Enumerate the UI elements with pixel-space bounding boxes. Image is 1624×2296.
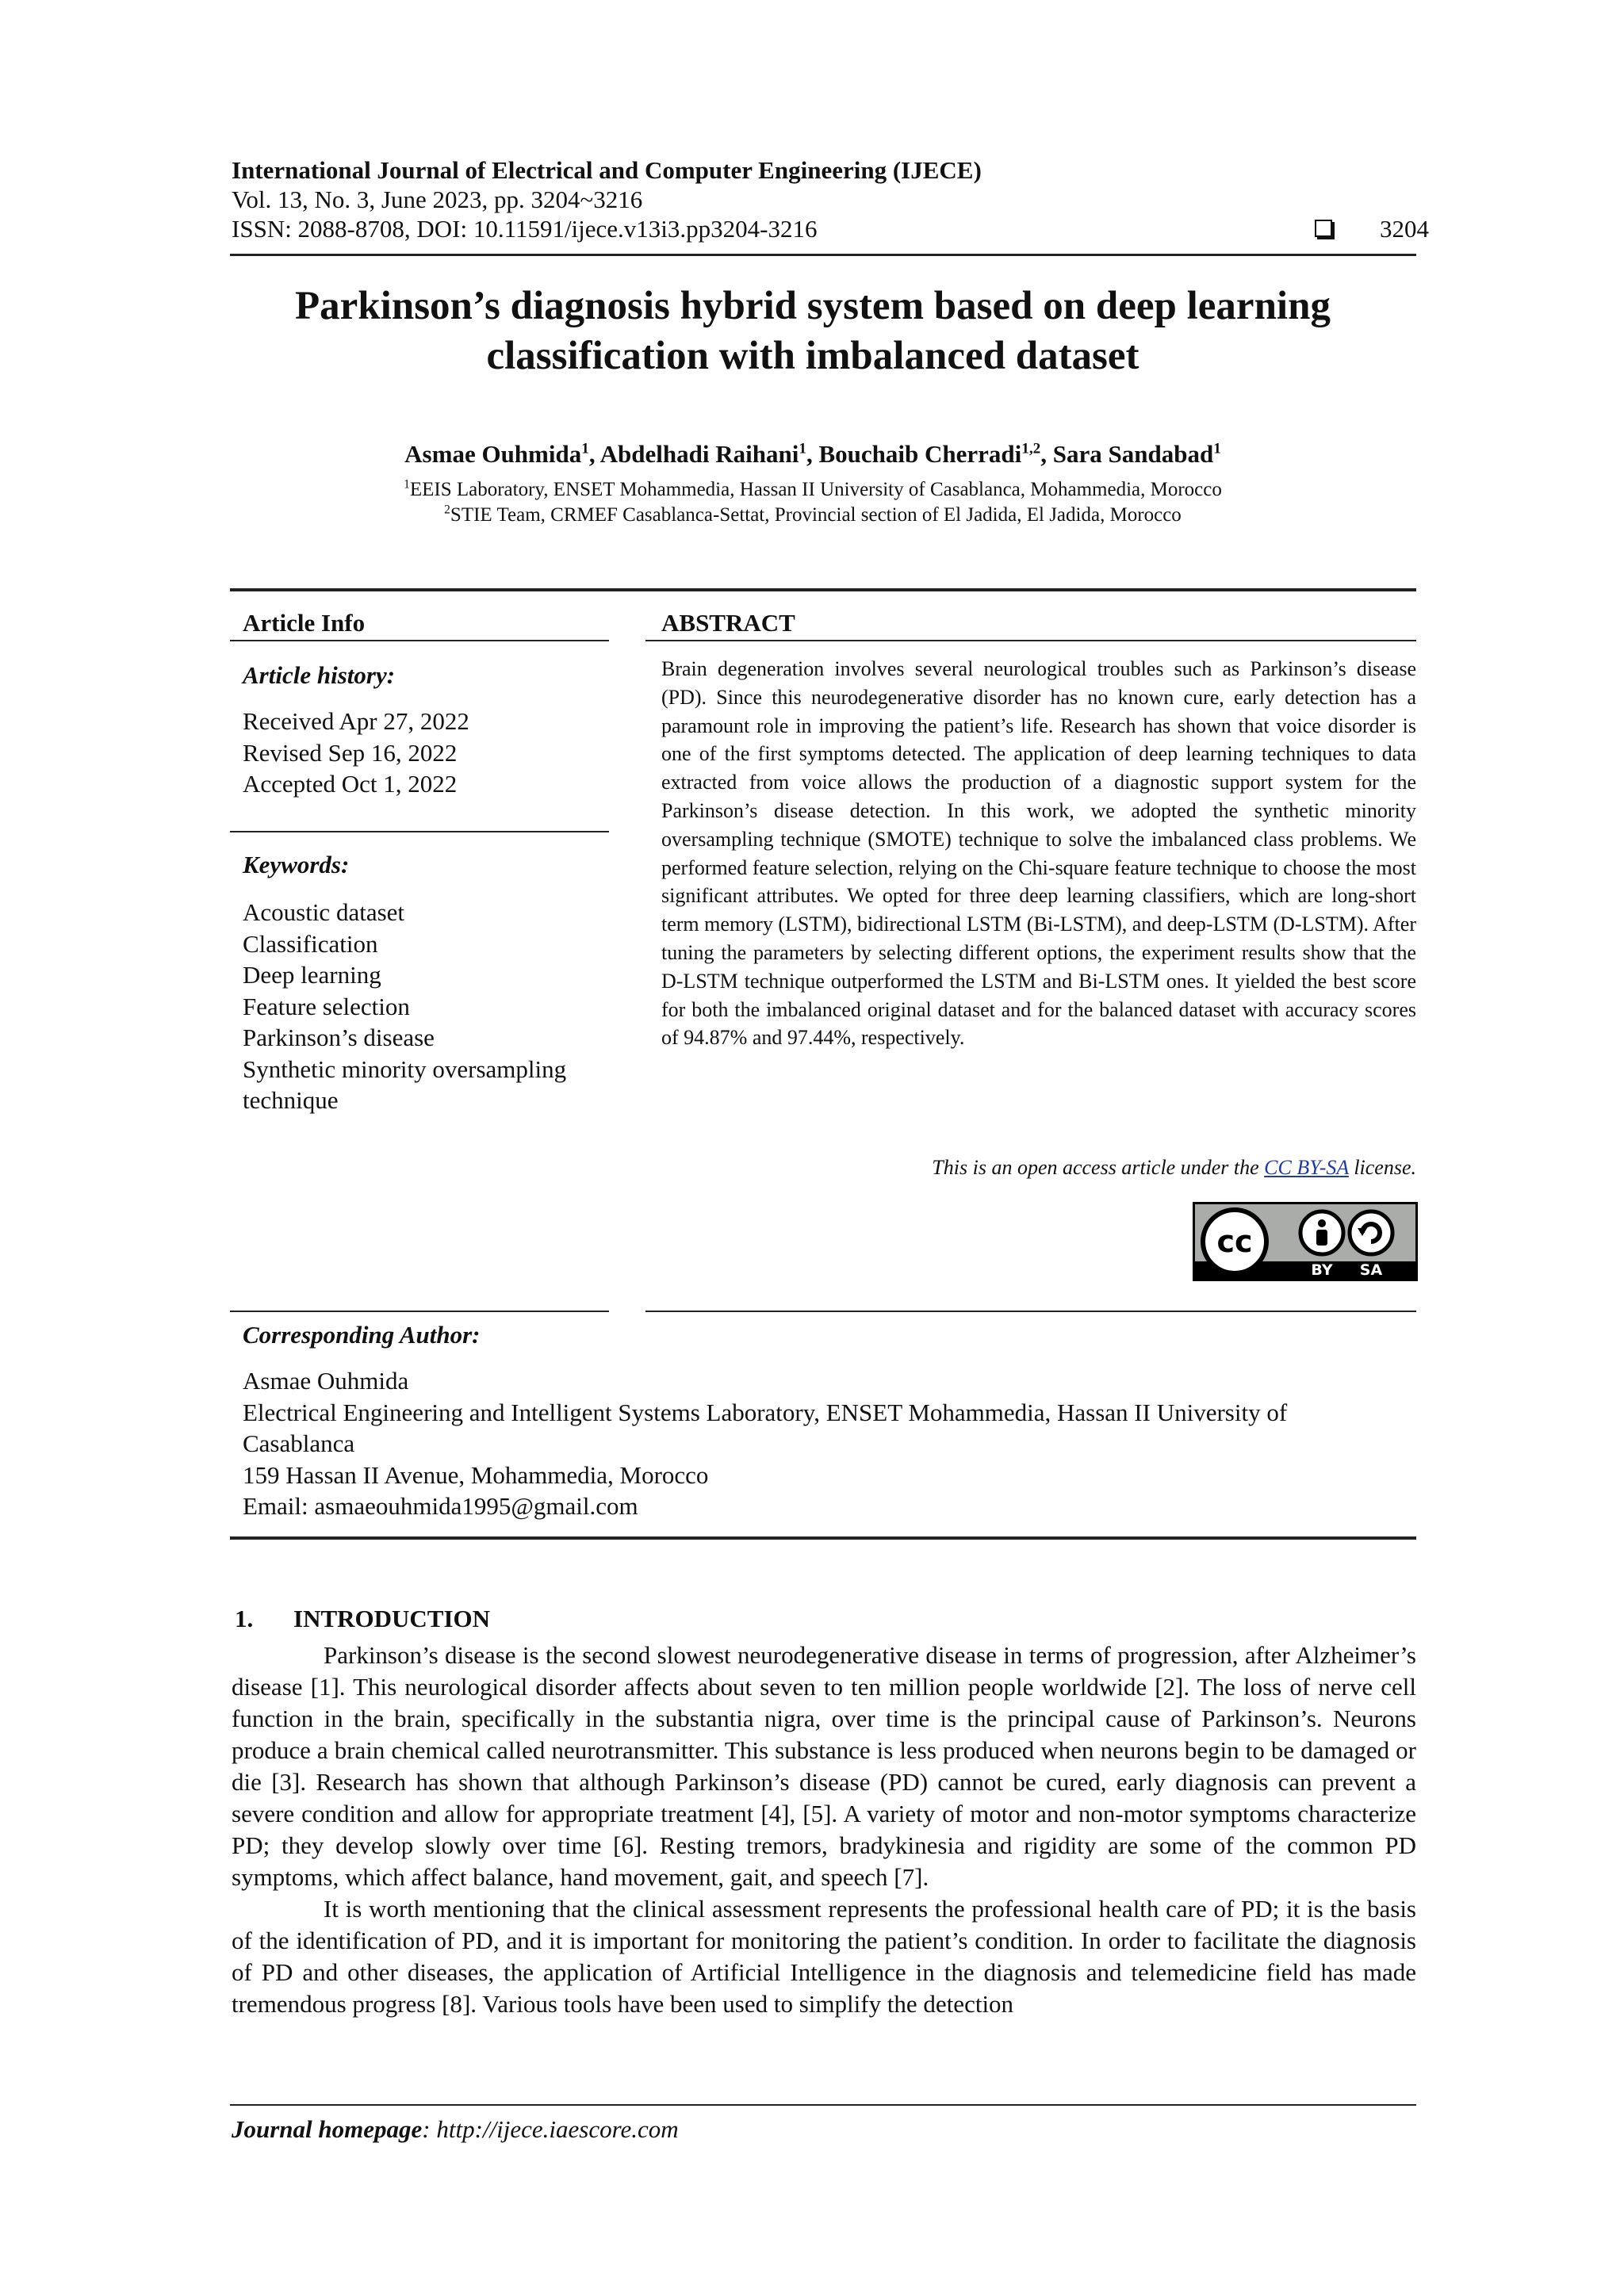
page-number: 3204 xyxy=(1380,215,1429,243)
keyword-item: Deep learning xyxy=(243,961,381,989)
license-note: This is an open access article under the CC BY-SA license. xyxy=(932,1156,1416,1179)
abstract-heading: ABSTRACT xyxy=(661,609,795,637)
author-list: Asmae Ouhmida$^1$, Abdelhadi Raihani$^1$, Bouchaib Cherradi$^{1,2}$, Sara Sandabad$^1$ xyxy=(404,440,1221,468)
homepage-label: Journal homepage xyxy=(232,2115,423,2143)
corresponding-address: 159 Hassan II Avenue, Mohammedia, Morocco xyxy=(243,1460,709,1489)
cc-badge-graphic xyxy=(1195,1204,1415,1279)
homepage-url[interactable]: : http://ijece.iaescore.com xyxy=(422,2115,679,2143)
keyword-item: Synthetic minority oversampling xyxy=(243,1054,567,1083)
keyword-item: technique xyxy=(243,1086,339,1114)
corresponding-email: Email: asmaeouhmida1995@gmail.com xyxy=(243,1492,638,1520)
license-link[interactable]: CC BY-SA xyxy=(1264,1156,1349,1179)
info-bottom-rule xyxy=(230,1311,609,1312)
title-line-2: classification with imbalanced dataset xyxy=(486,334,1139,378)
corresponding-affiliation-cont: Casablanca xyxy=(243,1429,355,1457)
keyword-item: Classification xyxy=(243,929,378,958)
sa-label: SA xyxy=(1359,1261,1383,1279)
history-rule xyxy=(230,831,609,832)
volume-info: Vol. 13, No. 3, June 2023, pp. 3204~3216 xyxy=(232,186,643,213)
keywords-list xyxy=(243,897,566,1116)
author-sup: 1 xyxy=(799,440,806,457)
header-rule xyxy=(230,254,1416,256)
author-name: Asmae Ouhmida xyxy=(404,440,582,468)
article-info-heading: Article Info xyxy=(243,609,366,637)
corresponding-name: Asmae Ouhmida xyxy=(243,1367,409,1395)
title-line-1: Parkinson’s diagnosis hybrid system based on deep learning xyxy=(295,284,1331,328)
author-sup: 1 xyxy=(581,440,589,457)
keyword-item: Parkinson’s disease xyxy=(243,1024,435,1051)
intro-number: 1. xyxy=(235,1605,254,1632)
article-info-rule xyxy=(230,640,609,641)
abstract-text: Brain degeneration involves several neurological troubles such as Parkinson’s disease (PD). Since this neurodegenerative disorder has no known cure, early detection has a paramount role in improving the patient’s life. Research has shown that voice disorder is one of the first symptoms detected. The application of deep learning techniques to data extracted from voice allows the production of a diagnostic support system for the Parkinson’s disease detection. In this work, we adopted the synthetic minority oversampling technique (SMOTE) technique to solve the imbalanced class problems. We performed feature selection, relying on the Chi-square feature technique to choose the most significant attributes. We opted for three deep learning classifiers, which are long-short term memory (LSTM), bidirectional LSTM (Bi-LSTM), and deep-LSTM (D-LSTM). After tuning the parameters by selecting different options, the experiment results show that the D-LSTM technique outperformed the LSTM and Bi-LSTM ones. It yielded the best score for both the imbalanced original dataset and for the balanced dataset with accuracy scores of 94.87% and 97.44%, respectively. xyxy=(661,657,1416,1050)
abstract-rule xyxy=(645,640,1416,641)
corresponding-heading: Corresponding Author: xyxy=(243,1321,481,1349)
history-revised: Revised Sep 16, 2022 xyxy=(243,738,458,767)
affiliation-2: $^2$STIE Team, CRMEF Casablanca-Settat, Provincial section of El Jadida, El Jadida, Morocco xyxy=(444,503,1182,526)
author-name: Abdelhadi Raihani xyxy=(599,440,799,468)
square-bullet-icon xyxy=(1315,220,1332,237)
corresponding-details xyxy=(243,1365,1416,1522)
history-accepted: Accepted Oct 1, 2022 xyxy=(243,770,458,798)
journal-name: International Journal of Electrical and Computer Engineering (IJECE) xyxy=(232,156,982,184)
intro-paragraph-2: It is worth mentioning that the clinical assessment represents the professional health care of PD; it is the basis of the identification of PD, and it is important for monitoring the patient’s condition. In order to facilitate the diagnosis of PD and other diseases, the application of Artificial Intelligence in the diagnosis and telemedicine field has made tremendous progress [8]. Various tools have been used to simplify the detection xyxy=(232,1895,1416,2018)
author-sup: 1,2 xyxy=(1021,440,1041,457)
history-received: Received Apr 27, 2022 xyxy=(243,707,469,735)
keyword-item: Feature selection xyxy=(243,992,410,1020)
history-heading: Article history: xyxy=(243,661,396,689)
sa-share-icon xyxy=(1350,1211,1392,1254)
paper-title xyxy=(230,281,1396,381)
cc-by-sa-badge[interactable] xyxy=(1193,1202,1418,1281)
author-name: Sara Sandabad xyxy=(1052,440,1214,468)
issn-doi: ISSN: 2088-8708, DOI: 10.11591/ijece.v13i3.pp3204-3216 xyxy=(232,215,818,243)
by-label: BY xyxy=(1311,1261,1333,1279)
keyword-item: Acoustic dataset xyxy=(243,898,405,926)
info-top-rule xyxy=(230,588,1416,591)
corresponding-rule xyxy=(230,1536,1416,1540)
journal-homepage xyxy=(232,2115,679,2144)
cc-letters: cc xyxy=(1216,1224,1253,1259)
keywords-heading: Keywords: xyxy=(243,851,350,878)
abstract-bottom-rule xyxy=(645,1311,1416,1312)
history-list xyxy=(243,706,469,800)
intro-paragraph-1: Parkinson’s disease is the second slowest neurodegenerative disease in terms of progression, after Alzheimer’s disease [1]. This neurological disorder affects about seven to ten million people worldwide [2]. The loss of nerve cell function in the brain, specifically in the substantia nigra, over time is the principal cause of Parkinson’s. Neurons produce a brain chemical called neurotransmitter. This substance is less produced when neurons begin to be damaged or die [3]. Research has shown that although Parkinson’s disease (PD) cannot be cured, early diagnosis can prevent a severe condition and allow for appropriate treatment [4], [5]. A variety of motor and non-motor symptoms characterize PD; they develop slowly over time [6]. Resting tremors, bradykinesia and rigidity are some of the common PD symptoms, which affect balance, hand movement, gait, and speech [7]. xyxy=(232,1641,1416,1891)
corresponding-affiliation: Electrical Engineering and Intelligent Systems Laboratory, ENSET Mohammedia, Hassan II University of xyxy=(243,1398,1288,1426)
intro-body xyxy=(232,1640,1416,2020)
affiliation-1: $^1$EEIS Laboratory, ENSET Mohammedia, Hassan II University of Casablanca, Mohammedia, Morocco xyxy=(404,477,1222,500)
footer-rule xyxy=(230,2104,1416,2106)
author-sup: 1 xyxy=(1213,440,1221,457)
intro-heading: INTRODUCTION xyxy=(293,1605,491,1632)
author-name: Bouchaib Cherradi xyxy=(818,440,1022,468)
